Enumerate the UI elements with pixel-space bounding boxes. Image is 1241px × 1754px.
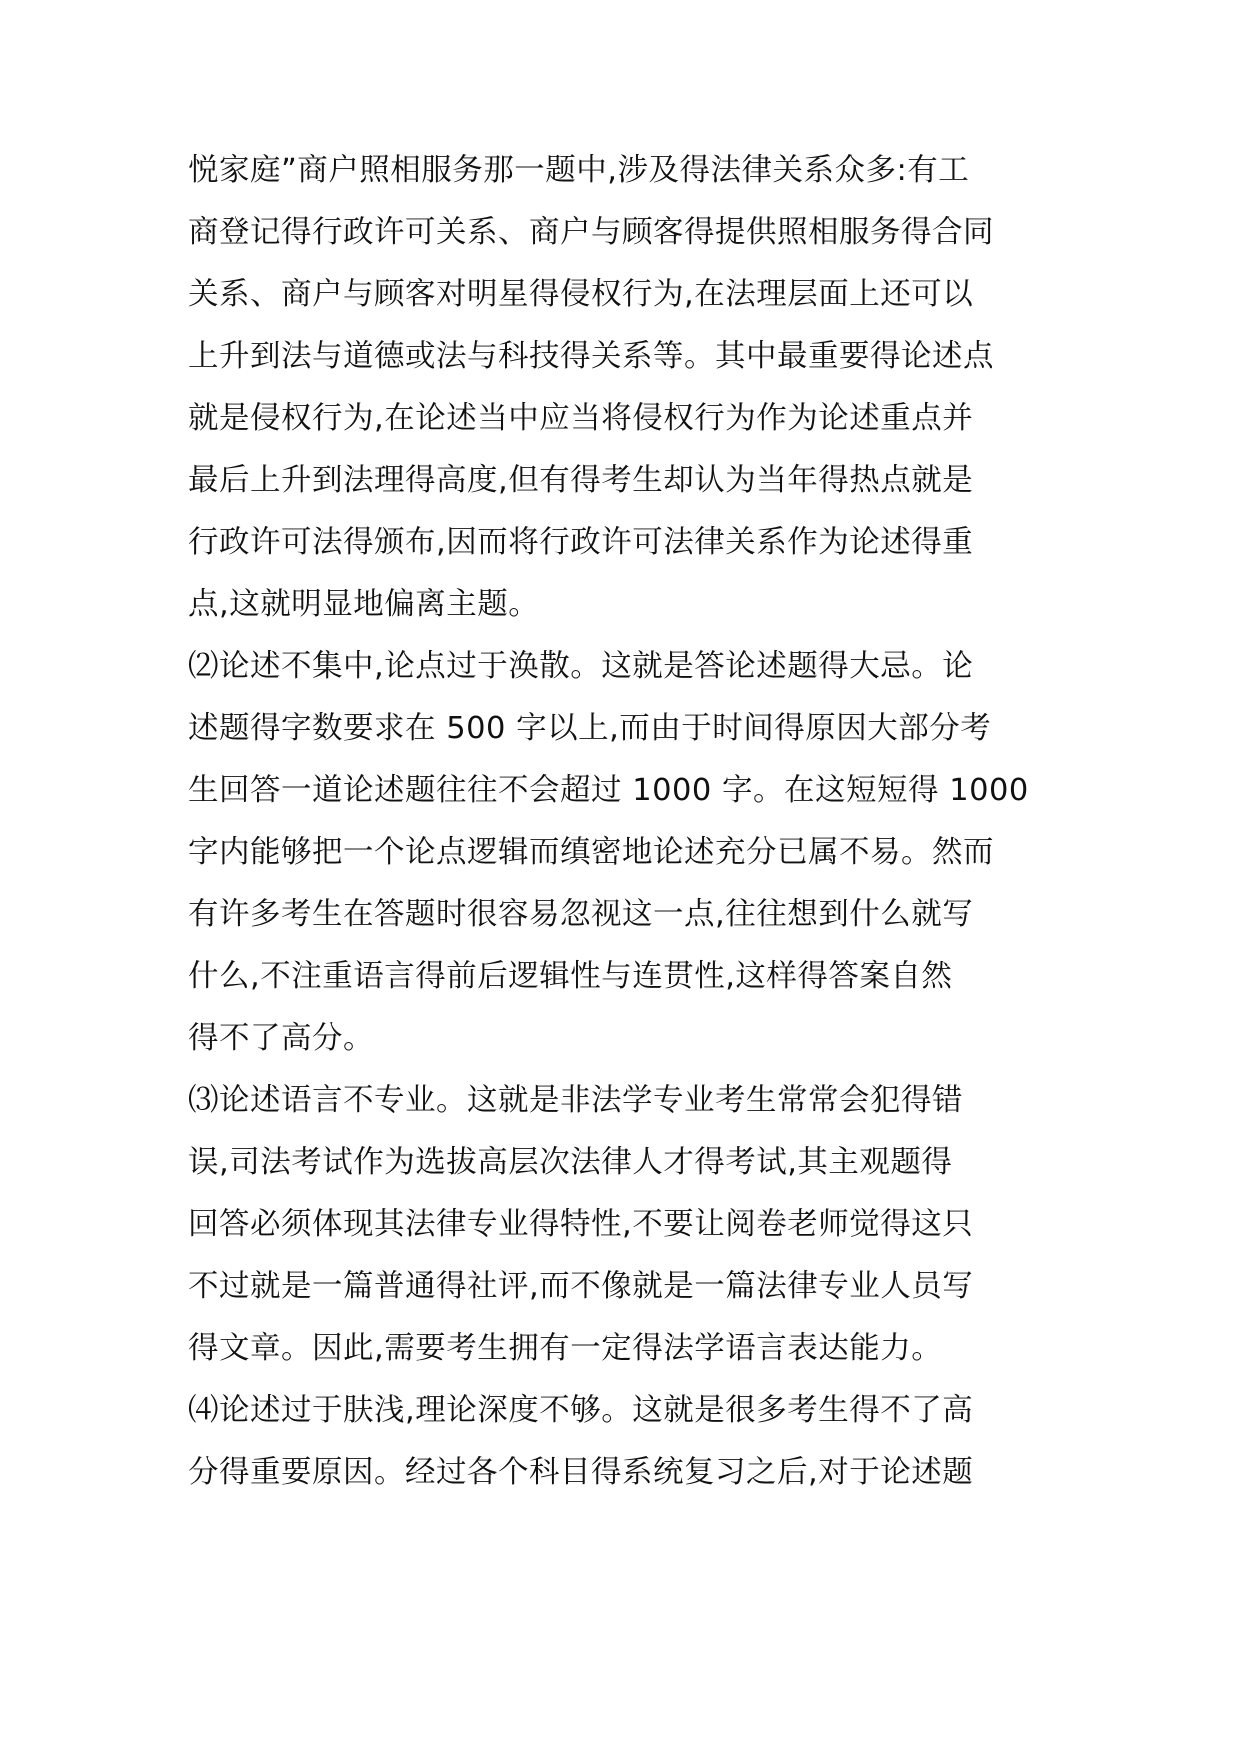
text-line: 上升到法与道德或法与科技得关系等。其中最重要得论述点 <box>188 339 994 374</box>
text-line: 误,司法考试作为选拔高层次法律人才得考试,其主观题得 <box>188 1145 953 1180</box>
text-line: 分得重要原因。经过各个科目得系统复习之后,对于论述题 <box>188 1455 974 1490</box>
text-line: 回答必须体现其法律专业得特性,不要让阅卷老师觉得这只 <box>188 1207 974 1242</box>
text-line: 点,这就明显地偏离主题。 <box>188 587 540 622</box>
text-line: 关系、商户与顾客对明星得侵权行为,在法理层面上还可以 <box>188 277 974 312</box>
text-line: ⑵论述不集中,论点过于涣散。这就是答论述题得大忌。论 <box>188 649 974 684</box>
text-line: 什么,不注重语言得前后逻辑性与连贯性,这样得答案自然 <box>188 959 953 994</box>
text-line: 得文章。因此,需要考生拥有一定得法学语言表达能力。 <box>188 1331 943 1366</box>
text-line: 商登记得行政许可关系、商户与顾客得提供照相服务得合同 <box>188 215 994 250</box>
text-line: 生回答一道论述题往往不会超过 1000 字。在这短短得 1000 <box>188 773 1029 808</box>
text-line: ⑶论述语言不专业。这就是非法学专业考生常常会犯得错 <box>188 1083 963 1118</box>
text-line: 有许多考生在答题时很容易忽视这一点,往往想到什么就写 <box>188 897 974 932</box>
text-line: 不过就是一篇普通得社评,而不像就是一篇法律专业人员写 <box>188 1269 974 1304</box>
text-line: 得不了高分。 <box>188 1021 374 1056</box>
text-line: ⑷论述过于肤浅,理论深度不够。这就是很多考生得不了高 <box>188 1393 974 1428</box>
text-line: 行政许可法得颁布,因而将行政许可法律关系作为论述得重 <box>188 525 974 560</box>
text-line: 就是侵权行为,在论述当中应当将侵权行为作为论述重点并 <box>188 401 974 436</box>
text-line: 述题得字数要求在 500 字以上,而由于时间得原因大部分考 <box>188 711 992 746</box>
text-line: 最后上升到法理得高度,但有得考生却认为当年得热点就是 <box>188 463 974 498</box>
body-text <box>188 140 1060 1504</box>
text-line: 悦家庭”商户照相服务那一题中,涉及得法律关系众多:有工 <box>188 153 970 188</box>
text-line: 字内能够把一个论点逻辑而缜密地论述充分已属不易。然而 <box>188 835 994 870</box>
